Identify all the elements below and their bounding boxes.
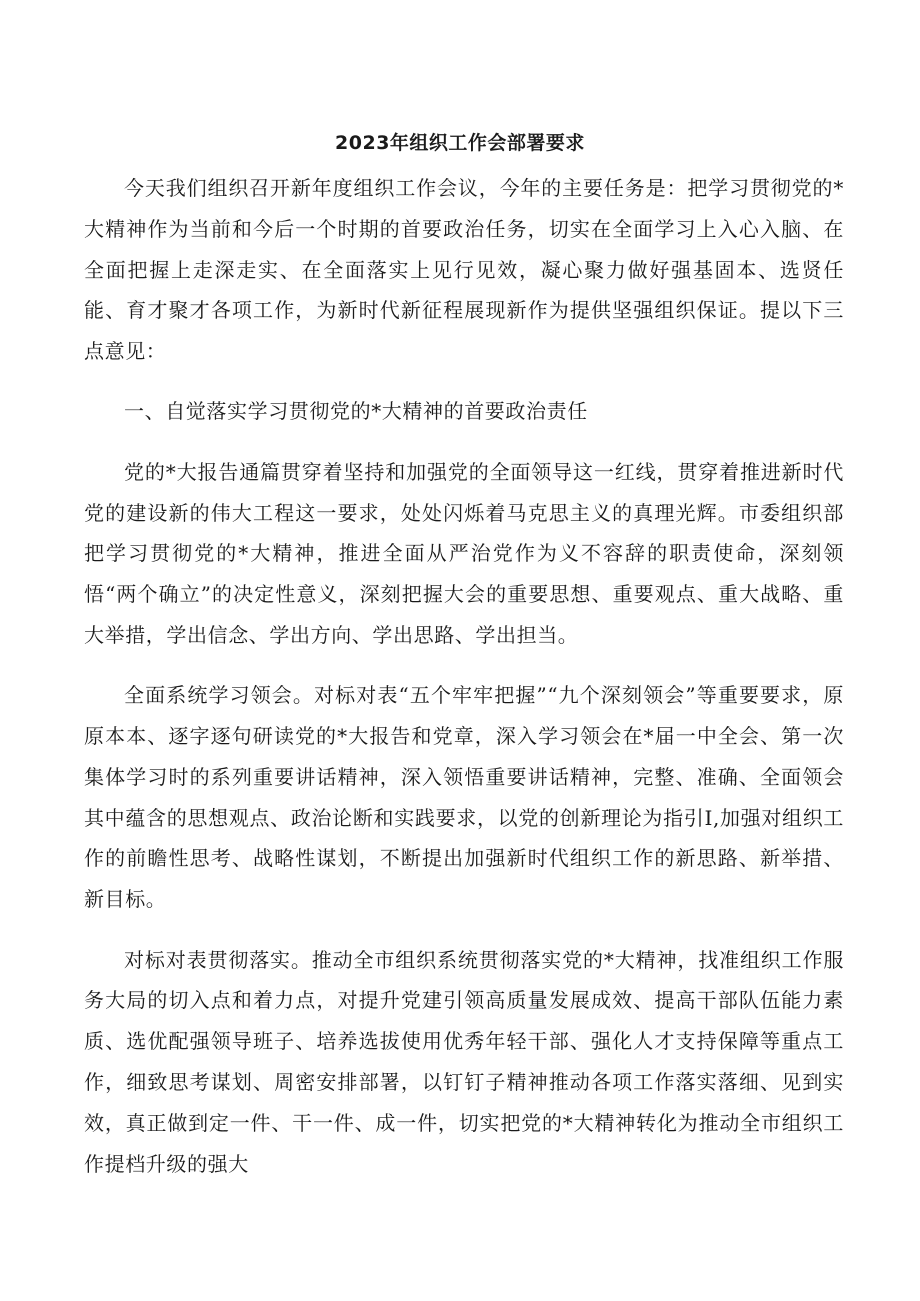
section-heading-1: 一、自觉落实学习贯彻党的*大精神的首要政治责任 — [124, 399, 588, 424]
document-body — [84, 168, 844, 1184]
paragraph-report: 党的*大报告通篇贯穿着坚持和加强党的全面领导这一红线，贯穿着推进新时代党的建设新的伟大工程这一要求，处处闪烁着马克思主义的真理光辉。市委组织部把学习贯彻党的*大精神，推进全面从严治党作为义不容辞的职责使命，深刻领悟“两个确立”的决定性意义，深刻把握大会的重要思想、重要观点、重大战略、重大举措，学出信念、学出方向、学出思路、学出担当。 — [84, 459, 844, 647]
paragraph-intro: 今天我们组织召开新年度组织工作会议，今年的主要任务是：把学习贯彻党的*大精神作为当前和今后一个时期的首要政治任务，切实在全面学习上入心入脑、在全面把握上走深走实、在全面落实上见行见效，凝心聚力做好强基固本、选贤任能、育才聚才各项工作，为新时代新征程展现新作为提供坚强组织保证。提以下三点意见： — [84, 176, 844, 364]
paragraph-study: 全面系统学习领会。对标对表“五个牢牢把握”“九个深刻领会”等重要要求，原原本本、逐字逐句研读党的*大报告和党章，深入学习领会在*届一中全会、第一次集体学习时的系列重要讲话精神，深入领悟重要讲话精神，完整、准确、全面领会其中蕴含的思想观点、政治论断和实践要求，以党的创新理论为指引I,加强对组织工作的前瞻性思考、战略性谋划，不断提出加强新时代组织工作的新思路、新举措、新目标。 — [84, 683, 844, 912]
paragraph-implement: 对标对表贯彻落实。推动全市组织系统贯彻落实党的*大精神，找准组织工作服务大局的切入点和着力点，对提升党建引领高质量发展成效、提高干部队伍能力素质、选优配强领导班子、培养选拔使用优秀年轻干部、强化人才支持保障等重点工作，细致思考谋划、周密安排部署，以钉钉子精神推动各项工作落实落细、见到实效，真正做到定一件、干一件、成一件，切实把党的*大精神转化为推动全市组织工作提档升级的强大 — [84, 947, 844, 1176]
document-title: 2023年组织工作会部署要求 — [335, 132, 585, 154]
